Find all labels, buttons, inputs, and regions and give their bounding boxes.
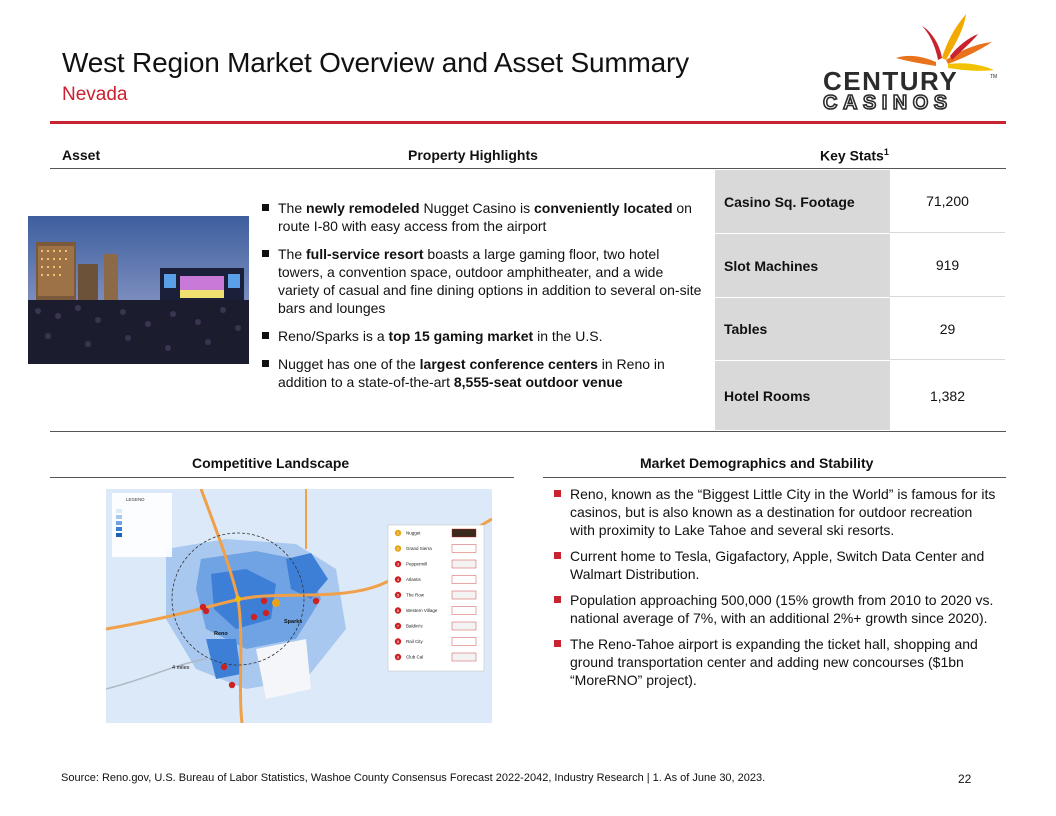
stat-value: 71,200	[890, 170, 1005, 233]
map-label-reno: Reno	[214, 631, 228, 637]
demographics-heading: Market Demographics and Stability	[640, 455, 874, 471]
highlight-item: The newly remodeled Nugget Casino is conveniently located on route I-80 with easy access from the airport	[260, 199, 708, 235]
competitor-logo	[452, 653, 476, 661]
nugget-amphitheater-photo	[28, 216, 249, 364]
map-legend-title: LEGEND	[126, 497, 145, 502]
competitor-logo	[452, 638, 476, 646]
competitive-landscape-heading: Competitive Landscape	[192, 455, 350, 471]
century-casinos-logo	[818, 8, 998, 114]
stat-row	[715, 298, 1005, 361]
map-label-miles: 4 miles	[172, 665, 190, 671]
competitor-name: Club Cal	[406, 654, 424, 660]
competitor-number: 1	[396, 530, 400, 536]
competitor-logo	[452, 560, 476, 568]
page-subtitle: Nevada	[62, 84, 128, 105]
competitor-name: Nugget	[406, 530, 421, 536]
competitor-number: 7	[396, 623, 400, 629]
competitor-name: Grand Sierra	[406, 546, 432, 552]
logo-century-text: CENTURY	[823, 66, 959, 96]
competitor-name: The Row	[406, 592, 425, 598]
competitor-number: 8	[396, 638, 400, 644]
competitor-logo	[452, 622, 476, 630]
competitor-name: Western Village	[406, 608, 438, 614]
highlight-item: The full-service resort boasts a large gaming floor, two hotel towers, a convention space, outdoor amphitheater, and a wide variety of casual and fine dining options in addition to several on-site bars and lounges	[260, 245, 708, 317]
stat-label: Casino Sq. Footage	[715, 170, 890, 233]
stat-value: 29	[890, 298, 1005, 360]
competitor-number: 2	[396, 545, 400, 551]
key-stats-header: Key Stats$^1$	[820, 147, 889, 164]
stat-row	[715, 361, 1005, 431]
stat-row	[715, 170, 1005, 234]
competitor-logo	[452, 529, 476, 537]
highlights-header: Property Highlights	[408, 147, 538, 163]
competitor-number: 3	[396, 561, 400, 567]
competitive-map	[106, 489, 492, 723]
reno-map-graphic	[106, 489, 492, 723]
source-footnote: Source: Reno.gov, U.S. Bureau of Labor Statistics, Washoe County Consensus Forecast 2022-2042, Industry Research | 1. As of June 30, 2023.	[61, 772, 766, 784]
competitor-number: 5	[396, 592, 400, 598]
demographics-heading-rule	[543, 477, 1006, 478]
asset-header: Asset	[62, 147, 101, 163]
page-title: West Region Market Overview and Asset Summary	[62, 47, 689, 78]
stat-label: Tables	[715, 298, 890, 360]
demographics-item: Reno, known as the “Biggest Little City in the World” is famous for its casinos, but is also known as a destination for outdoor recreation with proximity to Lake Tahoe and several ski resorts.	[552, 485, 998, 539]
title-divider	[50, 121, 1006, 124]
stat-value: 1,382	[929, 387, 966, 404]
highlight-item: Nugget has one of the largest conference centers in Reno in addition to a state-of-the-art 8,555-seat outdoor venue	[260, 355, 708, 391]
page-number: 22	[958, 772, 972, 786]
property-highlights-list	[260, 199, 708, 391]
stat-row	[715, 234, 1005, 298]
competitor-name: Baldini's	[406, 623, 423, 629]
header-divider	[50, 168, 1006, 169]
competitive-heading-rule	[50, 477, 514, 478]
logo-tm-text: TM	[990, 74, 998, 80]
stat-label: Hotel Rooms	[715, 361, 890, 430]
competitor-number: 4	[396, 576, 400, 582]
demographics-item: Current home to Tesla, Gigafactory, Apple, Switch Data Center and Walmart Distribution.	[552, 547, 998, 583]
flower-icon	[896, 14, 994, 71]
section-divider	[50, 431, 1006, 432]
competitor-logo	[452, 591, 476, 599]
competitor-number: 6	[396, 607, 400, 613]
competitor-name: Peppermill	[406, 561, 428, 567]
competitor-number: 9	[396, 654, 400, 660]
competitor-logo	[452, 545, 476, 553]
demographics-item: Population approaching 500,000 (15% growth from 2010 to 2020 vs. national average of 7%, with an additional 2%+ growth since 2020).	[552, 591, 998, 627]
competitor-name: Atlantis	[406, 577, 421, 583]
competitor-name: Rail City	[406, 639, 423, 645]
highlight-item: Reno/Sparks is a top 15 gaming market in the U.S.	[260, 327, 708, 345]
demographics-list	[552, 485, 998, 689]
competitor-logo	[452, 607, 476, 615]
key-stats-table	[715, 170, 1005, 431]
map-label-sparks: Sparks	[284, 619, 303, 625]
stat-value: 919	[890, 234, 1005, 297]
demographics-item: The Reno-Tahoe airport is expanding the ticket hall, shopping and ground transportation center and adding new concourses ($1bn “MoreRNO” project).	[552, 635, 998, 689]
logo-casinos-text: CASINOS	[823, 92, 953, 114]
competitor-logo	[452, 576, 476, 584]
stat-label: Slot Machines	[715, 234, 890, 297]
